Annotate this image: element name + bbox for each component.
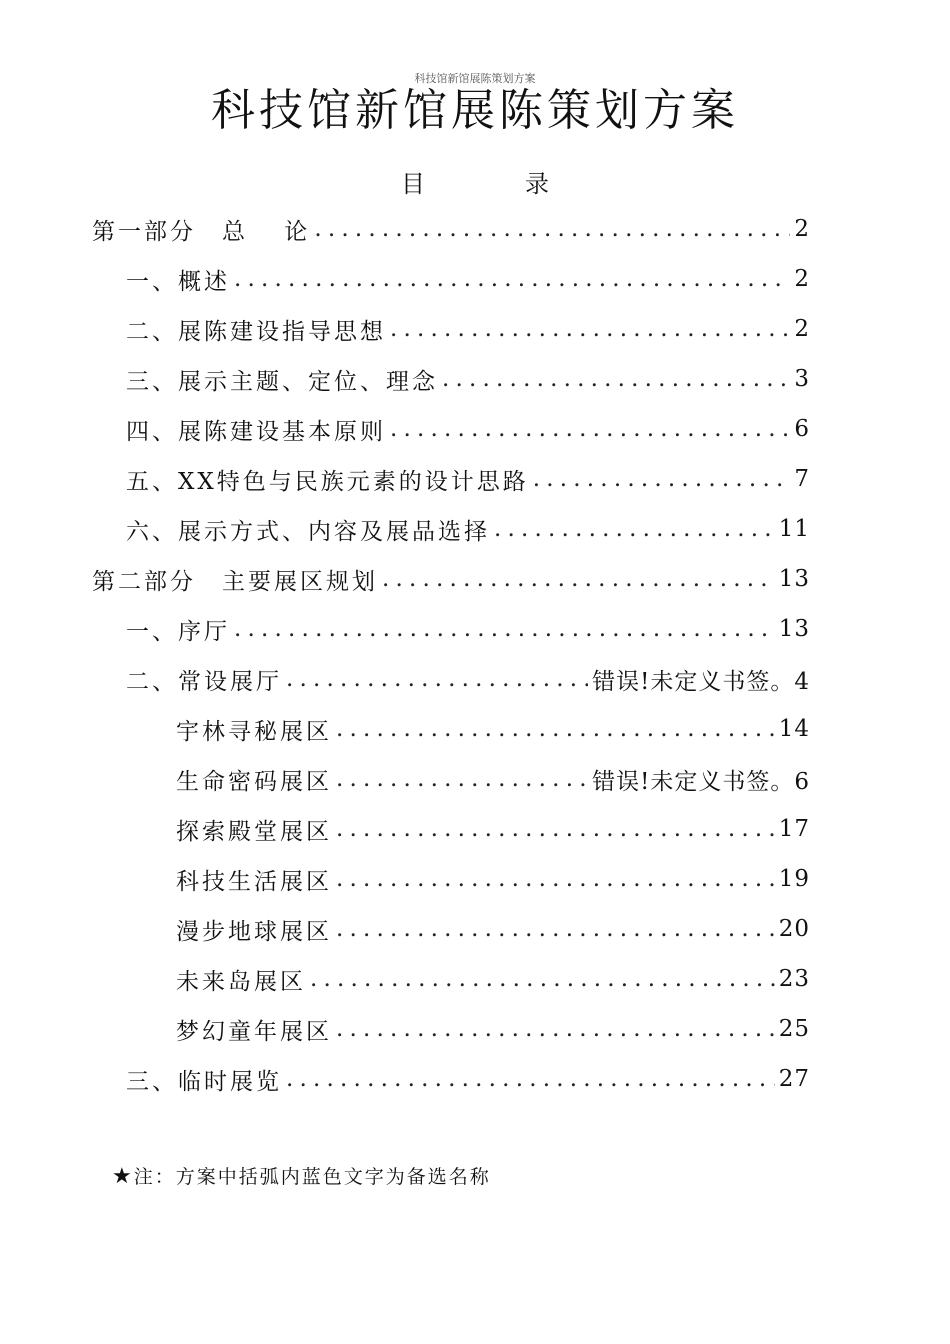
toc-entry-label: 探索殿堂展区	[176, 818, 332, 845]
toc-entry[interactable]	[92, 559, 810, 599]
toc-entry-page: 19	[778, 866, 810, 892]
toc-leader	[336, 866, 775, 892]
toc-entry[interactable]	[126, 309, 810, 349]
toc-entry-page: 错误!未定义书签。4	[592, 668, 810, 695]
toc-entry-label: 第一部分 总 论	[92, 218, 311, 245]
toc-leader	[234, 616, 775, 642]
toc-entry[interactable]	[176, 1009, 810, 1049]
toc-entry[interactable]	[176, 759, 810, 799]
toc-entry-label: 宇林寻秘展区	[176, 718, 332, 745]
toc-entry-label: 一、序厅	[126, 618, 230, 645]
toc-entry-label: 梦幻童年展区	[176, 1018, 332, 1045]
toc-entry-page: 13	[778, 616, 810, 642]
toc-entry[interactable]	[126, 359, 810, 399]
toc-entry-page: 23	[778, 966, 810, 992]
toc-entry-page: 7	[794, 466, 810, 492]
toc-entry[interactable]	[176, 809, 810, 849]
toc-entry[interactable]	[126, 609, 810, 649]
toc-entry[interactable]	[176, 859, 810, 899]
toc-entry-page: 2	[794, 316, 810, 342]
toc-entry[interactable]	[176, 909, 810, 949]
toc-leader	[336, 1016, 775, 1042]
toc-entry-label: 未来岛展区	[176, 968, 306, 995]
toc-entry[interactable]	[126, 259, 810, 299]
toc-leader	[336, 716, 775, 742]
toc-entry[interactable]	[126, 459, 810, 499]
toc-entry-label: 五、XX特色与民族元素的设计思路	[126, 468, 529, 495]
running-header: 科技馆新馆展陈策划方案	[414, 72, 536, 85]
toc-leader	[314, 216, 790, 242]
toc-entry-label: 四、展陈建设基本原则	[126, 418, 386, 445]
toc-leader	[533, 466, 791, 492]
toc-entry-label: 二、常设展厅	[126, 668, 282, 695]
toc-entry-page: 2	[794, 266, 810, 292]
toc-entry-label: 第二部分 主要展区规划	[92, 568, 378, 595]
toc-entry-label: 科技生活展区	[176, 868, 332, 895]
toc-entry[interactable]	[126, 509, 810, 549]
toc-leader	[286, 666, 588, 692]
toc-entry-page: 20	[778, 916, 810, 942]
footnote-text: 注：方案中括弧内蓝色文字为备选名称	[133, 1166, 491, 1188]
toc-entry-page: 错误!未定义书签。6	[592, 768, 810, 795]
toc-entry[interactable]	[126, 409, 810, 449]
toc-entry-label: 一、概述	[126, 268, 230, 295]
toc-leader	[336, 766, 588, 792]
toc-leader	[336, 816, 775, 842]
toc-entry-page: 2	[794, 216, 810, 242]
toc-entry-label: 三、展示主题、定位、理念	[126, 368, 438, 395]
toc-entry-page: 25	[778, 1016, 810, 1042]
toc-entry[interactable]	[126, 1059, 810, 1099]
document-title: 科技馆新馆展陈策划方案	[211, 85, 739, 136]
toc-leader	[390, 416, 790, 442]
star-icon: ★	[112, 1164, 134, 1189]
toc-entry-page: 27	[778, 1066, 810, 1092]
toc-leader	[310, 966, 775, 992]
toc-leader	[336, 916, 775, 942]
toc-entry-label: 二、展陈建设指导思想	[126, 318, 386, 345]
toc-entry-page: 11	[778, 516, 810, 542]
toc-entry-page: 13	[778, 566, 810, 592]
toc-entry-label: 六、展示方式、内容及展品选择	[126, 518, 490, 545]
toc-leader	[234, 266, 790, 292]
toc-heading-right: 录	[525, 170, 549, 198]
toc-entry-page: 14	[778, 716, 810, 742]
toc-entry[interactable]	[176, 959, 810, 999]
toc-entry[interactable]	[92, 209, 810, 249]
toc-heading-left: 目	[401, 170, 425, 198]
toc-entry[interactable]	[126, 659, 810, 699]
toc-entry-label: 漫步地球展区	[176, 918, 332, 945]
toc-leader	[382, 566, 775, 592]
toc-leader	[494, 516, 775, 542]
toc-entry-page: 3	[794, 366, 810, 392]
toc-leader	[390, 316, 790, 342]
footnote	[112, 1162, 491, 1189]
toc-heading	[0, 164, 950, 199]
toc-entry[interactable]	[176, 709, 810, 749]
toc-leader	[286, 1066, 775, 1092]
toc-entry-label: 生命密码展区	[176, 768, 332, 795]
toc-leader	[442, 366, 790, 392]
toc-entry-label: 三、临时展览	[126, 1068, 282, 1095]
toc-entry-page: 6	[794, 416, 810, 442]
toc-entry-page: 17	[778, 816, 810, 842]
